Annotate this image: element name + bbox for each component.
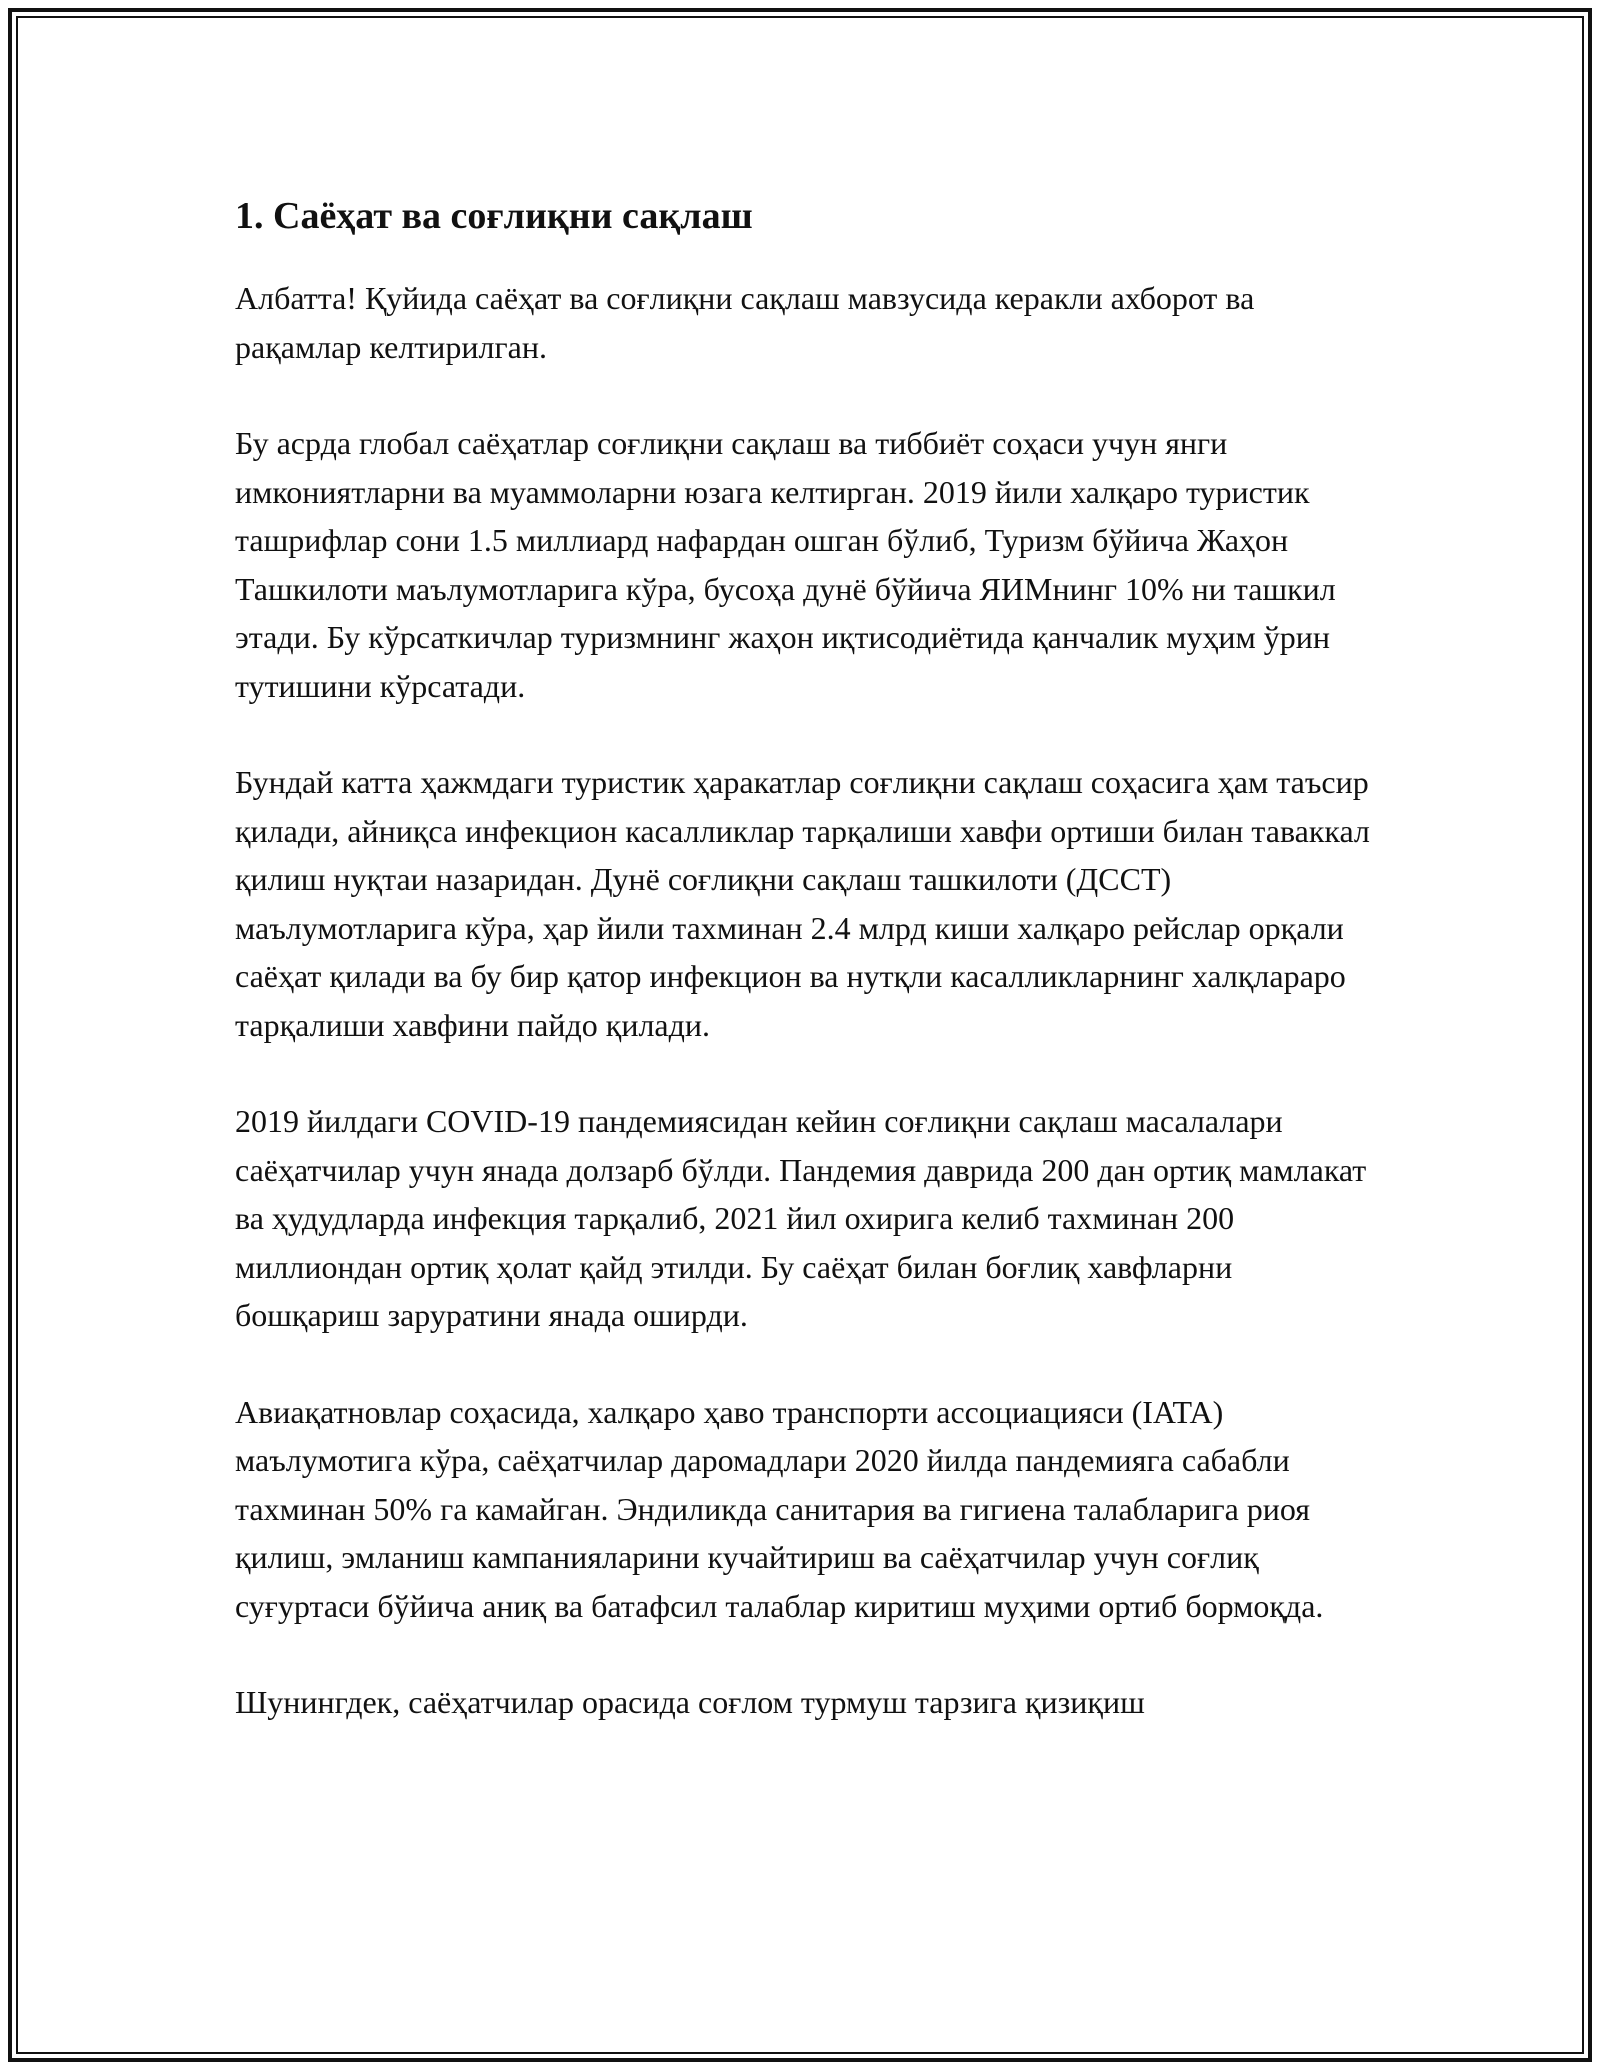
- paragraph-aviation: Авиақатновлар соҳасида, халқаро ҳаво транспорти ассоциацияси (IATA) маълумотига кўра, саёҳатчилар даромадлари 2020 йилда пандемияга сабабли тахминан 50% га камайган. Эндиликда санитария ва гигиена талабларига риоя қилиш, эмланиш кампанияларини кучайтириш ва саёҳатчилар учун соғлиқ суғуртаси бўйича аниқ ва батафсил талаблар киритиш муҳими ортиб бормоқда.: [235, 1393, 1324, 1624]
- paragraph-infection-risk: Бундай катта ҳажмдаги туристик ҳаракатлар соғлиқни сақлаш соҳасига ҳам таъсир қилади, айниқса инфекцион касалликлар тарқалиши хавфи ортиши билан таваккал қилиш нуқтаи назаридан. Дунё соғлиқни сақлаш ташкилоти (ДССТ) маълумотларига кўра, ҳар йили тахминан 2.4 млрд киши халқаро рейслар орқали саёҳат қилади ва бу бир қатор инфекцион ва нутқли касалликларнинг халқлараро тарқалиши хавфини пайдо қилади.: [235, 764, 1370, 1043]
- section-title: 1. Саёҳат ва соғлиқни сақлаш: [235, 195, 753, 237]
- document-page: [235, 184, 1375, 1775]
- paragraph-global-travel: Бу асрда глобал саёҳатлар соғлиқни сақлаш ва тиббиёт соҳаси учун янги имкониятларни ва муаммоларни юзага келтирган. 2019 йили халқаро туристик ташрифлар сони 1.5 миллиард нафардан ошган бўлиб, Туризм бўйича Жаҳон Ташкилоти маълумотларига кўра, бусоҳа дунё бўйича ЯИМнинг 10% ни ташкил этади. Бу кўрсаткичлар туризмнинг жаҳон иқтисодиётида қанчалик муҳим ўрин тутишини кўрсатади.: [235, 425, 1336, 704]
- paragraph-intro: Албатта! Қуйида саёҳат ва соғлиқни сақлаш мавзусида керакли ахборот ва рақамлар келтирилган.: [235, 280, 1255, 365]
- paragraph-lifestyle: Шунингдек, саёҳатчилар орасида соғлом турмуш тарзига қизиқиш: [235, 1684, 1145, 1720]
- paragraph-covid: 2019 йилдаги COVID-19 пандемиясидан кейин соғлиқни сақлаш масалалари саёҳатчилар учун янада долзарб бўлди. Пандемия даврида 200 дан ортиқ мамлакат ва ҳудудларда инфекция тарқалиб, 2021 йил охирига келиб тахминан 200 миллиондан ортиқ ҳолат қайд этилди. Бу саёҳат билан боғлиқ хавфларни бошқариш заруратини янада оширди.: [235, 1103, 1367, 1333]
